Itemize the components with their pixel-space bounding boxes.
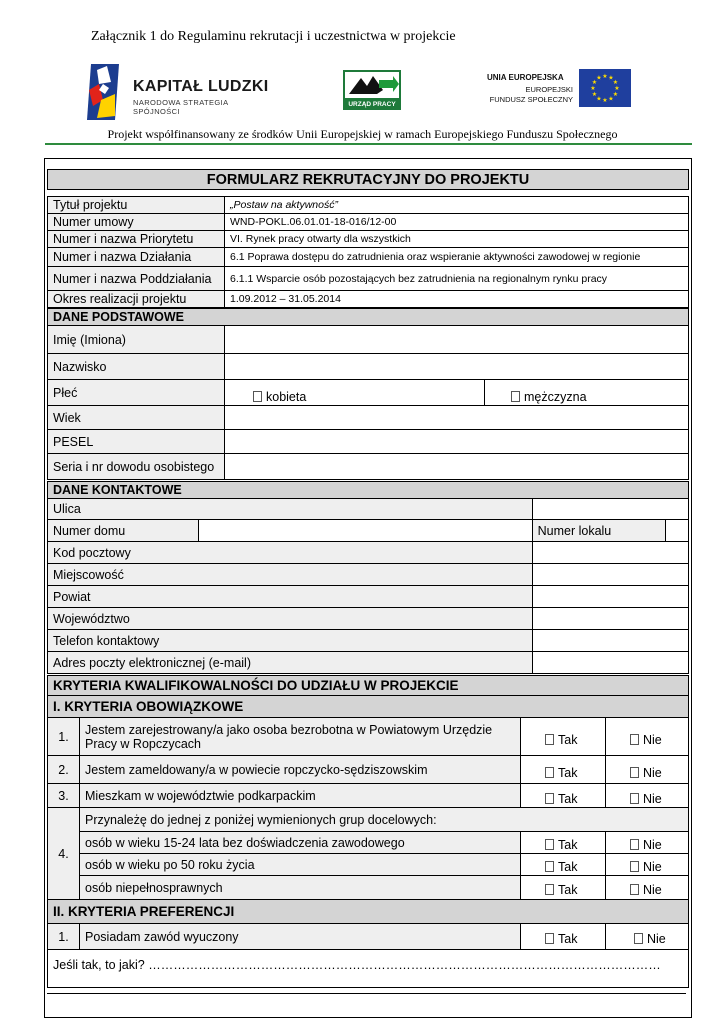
contact-data-heading: DANE KONTAKTOWE xyxy=(48,482,689,499)
checkbox-icon[interactable] xyxy=(545,734,554,745)
eu-line2: EUROPEJSKI xyxy=(525,85,573,94)
checkbox-icon[interactable] xyxy=(545,793,554,804)
postal-code-label: Kod pocztowy xyxy=(48,542,533,564)
subgroup-text: osób w wieku po 50 roku życia xyxy=(80,854,521,876)
phone-label: Telefon kontaktowy xyxy=(48,630,533,652)
criteria-number: 2. xyxy=(48,756,80,784)
action-value: 6.1 Poprawa dostępu do zatrudnienia oraz wspieranie aktywności zawodowej w regionie xyxy=(225,248,689,267)
criteria-row xyxy=(48,784,689,808)
no-label: Nie xyxy=(643,791,662,806)
house-number-field[interactable] xyxy=(199,520,533,542)
subaction-value: 6.1.1 Wsparcie osób pozostających bez zatrudnienia na regionalnym rynku pracy xyxy=(225,267,689,291)
project-info-table xyxy=(47,196,689,308)
gender-row xyxy=(48,380,689,406)
checkbox-icon[interactable] xyxy=(630,839,639,850)
id-label: Seria i nr dowodu osobistego xyxy=(48,454,225,480)
phone-row xyxy=(48,630,689,652)
voivodeship-field[interactable] xyxy=(532,608,688,630)
project-info-row xyxy=(48,197,689,214)
pesel-label: PESEL xyxy=(48,430,225,454)
urzad-pracy-logo xyxy=(343,70,401,110)
project-info-row xyxy=(48,291,689,308)
email-field[interactable] xyxy=(532,652,688,674)
attachment-note: Załącznik 1 do Regulaminu rekrutacji i uczestnictwa w projekcie xyxy=(91,29,456,44)
basic-data-table xyxy=(47,308,689,480)
checkbox-icon[interactable] xyxy=(253,391,262,402)
checkbox-icon[interactable] xyxy=(630,861,639,872)
subaction-label: Numer i nazwa Poddziałania xyxy=(48,267,225,291)
no-label: Nie xyxy=(643,837,662,852)
svg-text:★: ★ xyxy=(608,95,614,103)
county-field[interactable] xyxy=(532,586,688,608)
yes-option[interactable] xyxy=(521,854,606,876)
project-info-row xyxy=(48,248,689,267)
criteria-heading: KRYTERIA KWALIFIKOWALNOŚCI DO UDZIAŁU W PROJEKCIE xyxy=(48,676,689,696)
age-field[interactable] xyxy=(225,406,689,430)
no-option[interactable] xyxy=(606,718,689,756)
criteria-table xyxy=(47,675,689,988)
no-option[interactable] xyxy=(606,924,689,950)
urzad-pracy-emblem xyxy=(343,70,401,100)
no-option[interactable] xyxy=(606,784,689,808)
criteria-number: 4. xyxy=(48,808,80,900)
house-number-label: Numer domu xyxy=(48,520,199,542)
subgroup-text: osób w wieku 15-24 lata bez doświadczenia zawodowego xyxy=(80,832,521,854)
no-option[interactable] xyxy=(606,876,689,900)
criteria-text: Jestem zameldowany/a w powiecie ropczycko-sędziszowskim xyxy=(80,756,521,784)
last-name-field[interactable] xyxy=(225,354,689,380)
house-row xyxy=(48,520,689,542)
contact-data-table xyxy=(47,481,689,674)
subgroup-row xyxy=(48,876,689,900)
id-row xyxy=(48,454,689,480)
project-title-label: Tytuł projektu xyxy=(48,197,225,214)
cofinancing-note: Projekt współfinansowany ze środków Unii Europejskiej w ramach Europejskiego Funduszu Społecznego xyxy=(107,127,618,141)
svg-text:★: ★ xyxy=(602,73,608,80)
followup-row xyxy=(48,950,689,988)
checkbox-icon[interactable] xyxy=(630,734,639,745)
yes-label: Tak xyxy=(558,732,578,747)
yes-option[interactable] xyxy=(521,876,606,900)
followup-label: Jeśli tak, to jaki? xyxy=(53,958,145,972)
gender-male-option[interactable] xyxy=(485,380,689,406)
voivodeship-row xyxy=(48,608,689,630)
form-title-table xyxy=(47,169,689,190)
street-row xyxy=(48,499,689,520)
no-label: Nie xyxy=(643,882,662,897)
street-label: Ulica xyxy=(48,499,533,520)
street-field[interactable] xyxy=(532,499,688,520)
checkbox-icon[interactable] xyxy=(545,767,554,778)
checkbox-icon[interactable] xyxy=(630,793,639,804)
voivodeship-label: Województwo xyxy=(48,608,533,630)
gender-female-option[interactable] xyxy=(225,380,485,406)
basic-data-heading: DANE PODSTAWOWE xyxy=(48,309,689,326)
mandatory-criteria-heading: I. KRYTERIA OBOWIĄZKOWE xyxy=(48,696,689,718)
kapital-ludzki-subtitle: NARODOWA STRATEGIA SPÓJNOŚCI xyxy=(133,98,229,116)
email-row xyxy=(48,652,689,674)
city-field[interactable] xyxy=(532,564,688,586)
criteria-row xyxy=(48,808,689,832)
checkbox-icon[interactable] xyxy=(630,884,639,895)
yes-label: Tak xyxy=(558,837,578,852)
postal-code-field[interactable] xyxy=(532,542,688,564)
period-value: 1.09.2012 – 31.05.2014 xyxy=(225,291,689,308)
yes-option[interactable] xyxy=(521,756,606,784)
pesel-row xyxy=(48,430,689,454)
no-label: Nie xyxy=(647,931,666,946)
kapital-ludzki-title: KAPITAŁ LUDZKI xyxy=(133,78,269,95)
eu-logo xyxy=(483,61,643,119)
subgroup-row xyxy=(48,854,689,876)
flat-number-label: Numer lokalu xyxy=(532,520,665,542)
criteria-row xyxy=(48,718,689,756)
urzad-pracy-label: URZĄD PRACY xyxy=(343,100,401,110)
priority-label: Numer i nazwa Priorytetu xyxy=(48,231,225,248)
form-title: FORMULARZ REKRUTACYJNY DO PROJEKTU xyxy=(48,170,689,190)
criteria-row xyxy=(48,756,689,784)
checkbox-icon[interactable] xyxy=(545,933,554,944)
criteria-number: 3. xyxy=(48,784,80,808)
checkbox-icon[interactable] xyxy=(630,767,639,778)
gender-label: Płeć xyxy=(48,380,225,406)
no-label: Nie xyxy=(643,859,662,874)
no-option[interactable] xyxy=(606,854,689,876)
project-info-row xyxy=(48,214,689,231)
criteria-text: Mieszkam w województwie podkarpackim xyxy=(80,784,521,808)
first-name-label: Imię (Imiona) xyxy=(48,326,225,354)
yes-label: Tak xyxy=(558,765,578,780)
no-label: Nie xyxy=(643,765,662,780)
preference-number: 1. xyxy=(48,924,80,950)
kapital-ludzki-logo xyxy=(85,62,275,122)
county-row xyxy=(48,586,689,608)
city-label: Miejscowość xyxy=(48,564,533,586)
action-label: Numer i nazwa Działania xyxy=(48,248,225,267)
first-name-field[interactable] xyxy=(225,326,689,354)
preference-row xyxy=(48,924,689,950)
yes-option[interactable] xyxy=(521,924,606,950)
preference-text: Posiadam zawód wyuczony xyxy=(80,924,521,950)
followup-field[interactable] xyxy=(48,950,689,988)
yes-label: Tak xyxy=(558,791,578,806)
no-option[interactable] xyxy=(606,832,689,854)
yes-option[interactable] xyxy=(521,718,606,756)
email-label: Adres poczty elektronicznej (e-mail) xyxy=(48,652,533,674)
flat-number-field[interactable] xyxy=(665,520,688,542)
checkbox-icon[interactable] xyxy=(545,839,554,850)
followup-dots: …………………………………………………………………………………………………………… xyxy=(148,958,661,972)
period-label: Okres realizacji projektu xyxy=(48,291,225,308)
svg-text:★: ★ xyxy=(591,91,598,98)
svg-text:★: ★ xyxy=(591,79,598,86)
id-field[interactable] xyxy=(225,454,689,480)
project-info-row xyxy=(48,231,689,248)
eu-line1: UNIA EUROPEJSKA xyxy=(487,73,564,82)
svg-text:★: ★ xyxy=(596,95,602,103)
checkbox-icon[interactable] xyxy=(511,391,520,402)
subgroup-row xyxy=(48,832,689,854)
subgroup-text: osób niepełnosprawnych xyxy=(80,876,521,900)
phone-field[interactable] xyxy=(532,630,688,652)
svg-text:★: ★ xyxy=(590,85,596,92)
checkbox-icon[interactable] xyxy=(634,933,643,944)
age-label: Wiek xyxy=(48,406,225,430)
yes-label: Tak xyxy=(558,859,578,874)
svg-text:★: ★ xyxy=(612,79,619,86)
no-option[interactable] xyxy=(606,756,689,784)
header-divider xyxy=(45,143,692,145)
no-label: Nie xyxy=(643,732,662,747)
criteria-text: Przynależę do jednej z poniżej wymienionych grup docelowych: xyxy=(80,808,689,832)
svg-text:★: ★ xyxy=(614,85,620,92)
city-row xyxy=(48,564,689,586)
county-label: Powiat xyxy=(48,586,533,608)
eu-line3: FUNDUSZ SPOŁECZNY xyxy=(489,95,573,104)
last-name-row xyxy=(48,354,689,380)
criteria-number: 1. xyxy=(48,718,80,756)
svg-text:★: ★ xyxy=(612,91,619,98)
criteria-text: Jestem zarejestrowany/a jako osoba bezrobotna w Powiatowym Urzędzie Pracy w Ropczycach xyxy=(80,718,521,756)
yes-option[interactable] xyxy=(521,784,606,808)
checkbox-icon[interactable] xyxy=(545,861,554,872)
postal-row xyxy=(48,542,689,564)
yes-label: Tak xyxy=(558,882,578,897)
checkbox-icon[interactable] xyxy=(545,884,554,895)
preference-criteria-heading: II. KRYTERIA PREFERENCJI xyxy=(48,900,689,924)
svg-text:★: ★ xyxy=(608,74,614,82)
bottom-rule xyxy=(47,993,686,994)
svg-text:★: ★ xyxy=(602,97,608,104)
first-name-row xyxy=(48,326,689,354)
eu-flag-icon xyxy=(579,69,631,107)
age-row xyxy=(48,406,689,430)
contract-number-value: WND-POKL.06.01.01-18-016/12-00 xyxy=(225,214,689,231)
project-info-row xyxy=(48,267,689,291)
priority-value: VI. Rynek pracy otwarty dla wszystkich xyxy=(225,231,689,248)
contract-number-label: Numer umowy xyxy=(48,214,225,231)
gender-female-label: kobieta xyxy=(266,389,307,404)
svg-text:★: ★ xyxy=(596,74,602,82)
yes-label: Tak xyxy=(558,931,578,946)
last-name-label: Nazwisko xyxy=(48,354,225,380)
yes-option[interactable] xyxy=(521,832,606,854)
project-title-value: „Postaw na aktywność” xyxy=(225,197,689,214)
gender-male-label: mężczyzna xyxy=(524,389,587,404)
pesel-field[interactable] xyxy=(225,430,689,454)
